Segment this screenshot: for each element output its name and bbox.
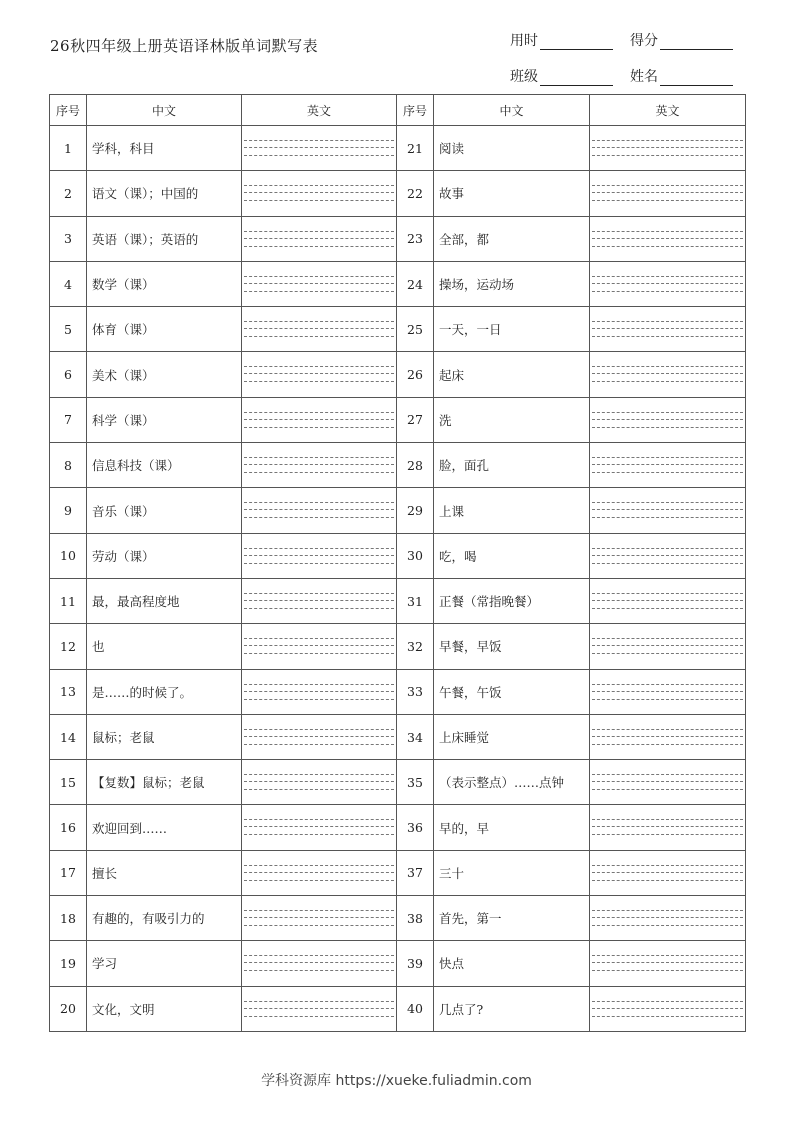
handwriting-guide-lines [244, 774, 394, 790]
chinese-word: 早的，早 [434, 805, 590, 850]
handwriting-guide-lines [244, 593, 394, 609]
handwriting-guide-lines [244, 1001, 394, 1017]
english-answer-cell[interactable] [590, 669, 746, 714]
english-answer-cell[interactable] [242, 714, 397, 759]
english-answer-cell[interactable] [242, 896, 397, 941]
english-answer-cell[interactable] [242, 307, 397, 352]
table-header-row [50, 95, 746, 126]
handwriting-guide-lines [592, 366, 743, 382]
chinese-word: 快点 [434, 941, 590, 986]
table-row [50, 307, 746, 352]
handwriting-guide-lines [592, 1001, 743, 1017]
row-number: 21 [397, 126, 434, 171]
handwriting-guide-lines [592, 140, 743, 156]
table-row [50, 488, 746, 533]
english-answer-cell[interactable] [242, 126, 397, 171]
english-answer-cell[interactable] [590, 443, 746, 488]
time-field[interactable] [510, 30, 630, 50]
table-row [50, 624, 746, 669]
english-answer-cell[interactable] [242, 443, 397, 488]
row-number: 28 [397, 443, 434, 488]
chinese-word: 三十 [434, 850, 590, 895]
chinese-word: 有趣的，有吸引力的 [87, 896, 242, 941]
chinese-word: 洗 [434, 397, 590, 442]
row-number: 33 [397, 669, 434, 714]
name-label: 姓名 [630, 69, 658, 85]
english-answer-cell[interactable] [590, 397, 746, 442]
handwriting-guide-lines [244, 910, 394, 926]
row-number: 39 [397, 941, 434, 986]
english-answer-cell[interactable] [242, 488, 397, 533]
chinese-word: 擅长 [87, 850, 242, 895]
chinese-word: 早餐，早饭 [434, 624, 590, 669]
handwriting-guide-lines [244, 502, 394, 518]
row-number: 37 [397, 850, 434, 895]
row-number: 32 [397, 624, 434, 669]
chinese-word: 上课 [434, 488, 590, 533]
english-answer-cell[interactable] [242, 986, 397, 1031]
table-row [50, 760, 746, 805]
name-blank[interactable] [660, 73, 733, 86]
row-number: 40 [397, 986, 434, 1031]
english-answer-cell[interactable] [590, 941, 746, 986]
score-blank[interactable] [660, 37, 733, 50]
table-row [50, 805, 746, 850]
table-row [50, 261, 746, 306]
handwriting-guide-lines [244, 185, 394, 201]
handwriting-guide-lines [244, 321, 394, 337]
handwriting-guide-lines [244, 457, 394, 473]
chinese-word: （表示整点）……点钟 [434, 760, 590, 805]
english-answer-cell[interactable] [590, 171, 746, 216]
chinese-word: 英语（课）；英语的 [87, 216, 242, 261]
name-field[interactable] [630, 66, 750, 86]
header-en-left: 英文 [242, 95, 397, 126]
row-number: 13 [50, 669, 87, 714]
chinese-word: 几点了? [434, 986, 590, 1031]
chinese-word: 一天，一日 [434, 307, 590, 352]
row-number: 20 [50, 986, 87, 1031]
english-answer-cell[interactable] [242, 850, 397, 895]
row-number: 19 [50, 941, 87, 986]
row-number: 12 [50, 624, 87, 669]
english-answer-cell[interactable] [590, 896, 746, 941]
handwriting-guide-lines [592, 955, 743, 971]
class-blank[interactable] [540, 73, 613, 86]
english-answer-cell[interactable] [242, 578, 397, 623]
handwriting-guide-lines [592, 276, 743, 292]
handwriting-guide-lines [244, 729, 394, 745]
chinese-word: 操场，运动场 [434, 261, 590, 306]
row-number: 10 [50, 533, 87, 578]
handwriting-guide-lines [244, 684, 394, 700]
row-number: 36 [397, 805, 434, 850]
english-answer-cell[interactable] [590, 805, 746, 850]
handwriting-guide-lines [592, 684, 743, 700]
handwriting-guide-lines [592, 593, 743, 609]
chinese-word: 信息科技（课） [87, 443, 242, 488]
chinese-word: 最，最高程度地 [87, 578, 242, 623]
english-answer-cell[interactable] [590, 261, 746, 306]
table-row [50, 352, 746, 397]
row-number: 31 [397, 578, 434, 623]
table-row [50, 850, 746, 895]
chinese-word: 起床 [434, 352, 590, 397]
handwriting-guide-lines [244, 140, 394, 156]
row-number: 3 [50, 216, 87, 261]
chinese-word: 科学（课） [87, 397, 242, 442]
chinese-word: 也 [87, 624, 242, 669]
row-number: 7 [50, 397, 87, 442]
handwriting-guide-lines [592, 321, 743, 337]
handwriting-guide-lines [244, 231, 394, 247]
student-info-fields [510, 22, 750, 94]
english-answer-cell[interactable] [590, 714, 746, 759]
row-number: 1 [50, 126, 87, 171]
english-answer-cell[interactable] [242, 805, 397, 850]
row-number: 24 [397, 261, 434, 306]
chinese-word: 故事 [434, 171, 590, 216]
row-number: 8 [50, 443, 87, 488]
english-answer-cell[interactable] [590, 488, 746, 533]
english-answer-cell[interactable] [242, 216, 397, 261]
row-number: 15 [50, 760, 87, 805]
table-row [50, 216, 746, 261]
score-label: 得分 [630, 33, 658, 49]
score-field[interactable] [630, 30, 750, 50]
chinese-word: 上床睡觉 [434, 714, 590, 759]
handwriting-guide-lines [592, 638, 743, 654]
row-number: 22 [397, 171, 434, 216]
english-answer-cell[interactable] [590, 307, 746, 352]
handwriting-guide-lines [592, 910, 743, 926]
header-num-right: 序号 [397, 95, 434, 126]
chinese-word: 文化，文明 [87, 986, 242, 1031]
chinese-word: 数学（课） [87, 261, 242, 306]
header-cn-left: 中文 [87, 95, 242, 126]
handwriting-guide-lines [244, 819, 394, 835]
english-answer-cell[interactable] [242, 941, 397, 986]
table-row [50, 533, 746, 578]
page-title: 26秋四年级上册英语译林版单词默写表 [50, 37, 319, 55]
english-answer-cell[interactable] [590, 578, 746, 623]
table-row [50, 669, 746, 714]
table-row [50, 896, 746, 941]
chinese-word: 音乐（课） [87, 488, 242, 533]
handwriting-guide-lines [244, 638, 394, 654]
table-row [50, 941, 746, 986]
row-number: 26 [397, 352, 434, 397]
english-answer-cell[interactable] [590, 986, 746, 1031]
table-row [50, 397, 746, 442]
english-answer-cell[interactable] [590, 216, 746, 261]
handwriting-guide-lines [592, 729, 743, 745]
handwriting-guide-lines [592, 231, 743, 247]
chinese-word: 吃，喝 [434, 533, 590, 578]
time-label: 用时 [510, 33, 538, 49]
english-answer-cell[interactable] [590, 533, 746, 578]
handwriting-guide-lines [244, 366, 394, 382]
chinese-word: 学科，科目 [87, 126, 242, 171]
handwriting-guide-lines [592, 865, 743, 881]
english-answer-cell[interactable] [590, 850, 746, 895]
row-number: 2 [50, 171, 87, 216]
header-en-right: 英文 [590, 95, 746, 126]
chinese-word: 劳动（课） [87, 533, 242, 578]
vocabulary-table [49, 94, 746, 1032]
row-number: 16 [50, 805, 87, 850]
handwriting-guide-lines [244, 412, 394, 428]
chinese-word: 欢迎回到…… [87, 805, 242, 850]
row-number: 18 [50, 896, 87, 941]
row-number: 9 [50, 488, 87, 533]
handwriting-guide-lines [592, 548, 743, 564]
footer-source-text: 学科资源库 https://xueke.fuliadmin.com [261, 1073, 532, 1089]
handwriting-guide-lines [592, 819, 743, 835]
english-answer-cell[interactable] [242, 397, 397, 442]
row-number: 5 [50, 307, 87, 352]
header-cn-right: 中文 [434, 95, 590, 126]
row-number: 25 [397, 307, 434, 352]
handwriting-guide-lines [244, 955, 394, 971]
handwriting-guide-lines [592, 502, 743, 518]
row-number: 38 [397, 896, 434, 941]
handwriting-guide-lines [244, 548, 394, 564]
row-number: 4 [50, 261, 87, 306]
handwriting-guide-lines [244, 865, 394, 881]
row-number: 35 [397, 760, 434, 805]
row-number: 6 [50, 352, 87, 397]
english-answer-cell[interactable] [242, 352, 397, 397]
row-number: 23 [397, 216, 434, 261]
table-row [50, 714, 746, 759]
chinese-word: 首先，第一 [434, 896, 590, 941]
header-num-left: 序号 [50, 95, 87, 126]
chinese-word: 学习 [87, 941, 242, 986]
english-answer-cell[interactable] [242, 760, 397, 805]
english-answer-cell[interactable] [242, 171, 397, 216]
handwriting-guide-lines [592, 774, 743, 790]
handwriting-guide-lines [592, 185, 743, 201]
handwriting-guide-lines [244, 276, 394, 292]
row-number: 17 [50, 850, 87, 895]
class-field[interactable] [510, 66, 630, 86]
chinese-word: 是……的时候了。 [87, 669, 242, 714]
table-row [50, 443, 746, 488]
row-number: 30 [397, 533, 434, 578]
chinese-word: 午餐，午饭 [434, 669, 590, 714]
row-number: 27 [397, 397, 434, 442]
chinese-word: 体育（课） [87, 307, 242, 352]
chinese-word: 阅读 [434, 126, 590, 171]
english-answer-cell[interactable] [590, 126, 746, 171]
row-number: 11 [50, 578, 87, 623]
english-answer-cell[interactable] [242, 261, 397, 306]
page-footer [0, 1070, 793, 1090]
handwriting-guide-lines [592, 412, 743, 428]
row-number: 14 [50, 714, 87, 759]
table-row [50, 578, 746, 623]
table-row [50, 986, 746, 1031]
english-answer-cell[interactable] [242, 669, 397, 714]
time-blank[interactable] [540, 37, 613, 50]
row-number: 34 [397, 714, 434, 759]
english-answer-cell[interactable] [590, 760, 746, 805]
chinese-word: 【复数】鼠标；老鼠 [87, 760, 242, 805]
chinese-word: 全部，都 [434, 216, 590, 261]
english-answer-cell[interactable] [590, 352, 746, 397]
chinese-word: 脸，面孔 [434, 443, 590, 488]
table-row [50, 126, 746, 171]
chinese-word: 正餐（常指晚餐） [434, 578, 590, 623]
chinese-word: 语文（课）；中国的 [87, 171, 242, 216]
english-answer-cell[interactable] [242, 624, 397, 669]
class-label: 班级 [510, 69, 538, 85]
table-row [50, 171, 746, 216]
english-answer-cell[interactable] [242, 533, 397, 578]
chinese-word: 鼠标；老鼠 [87, 714, 242, 759]
handwriting-guide-lines [592, 457, 743, 473]
row-number: 29 [397, 488, 434, 533]
chinese-word: 美术（课） [87, 352, 242, 397]
english-answer-cell[interactable] [590, 624, 746, 669]
